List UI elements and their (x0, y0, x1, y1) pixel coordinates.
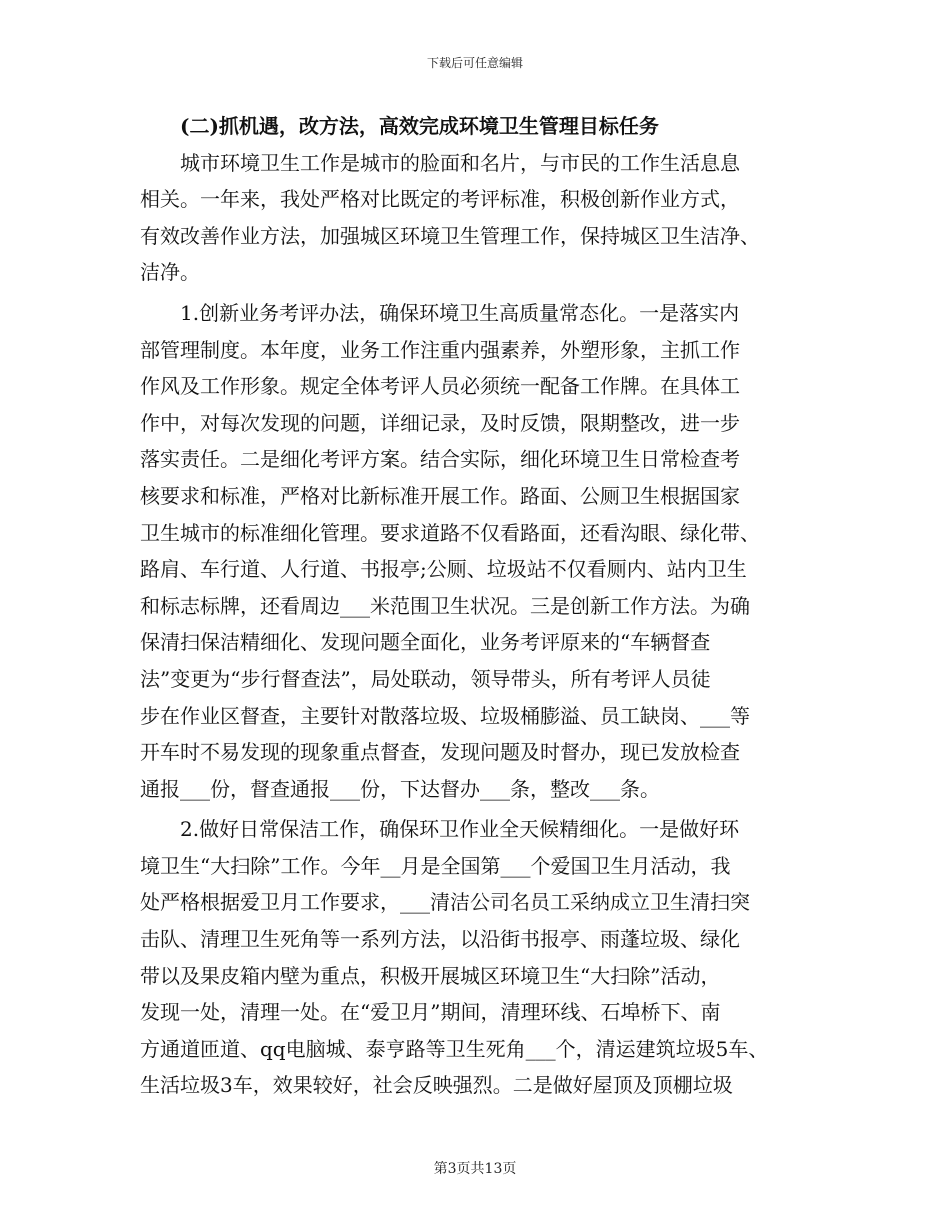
page-header-note: 下载后可任意编辑 (426, 56, 523, 70)
paragraph (140, 811, 812, 1104)
paragraph-line: 和标志标牌，还看周边___米范围卫生状况。三是创新工作方法。为确 (140, 593, 750, 618)
paragraph-line: 核要求和标准，严格对比新标准开展工作。路面、公厕卫生根据国家 (140, 483, 740, 508)
paragraph-line: 作中，对每次发现的问题，详细记录，及时反馈，限期整改，进一步 (140, 410, 740, 435)
paragraph-line: 落实责任。二是细化考评方案。结合实际，细化环境卫生日常检查考 (140, 447, 740, 472)
paragraph-line: 带以及果皮箱内壁为重点，积极开展城区环境卫生“大扫除”活动， (140, 963, 721, 988)
paragraph-line: 1.创新业务考评办法，确保环境卫生高质量常态化。一是落实内 (180, 300, 740, 325)
paragraph-line: 处严格根据爱卫月工作要求，___清洁公司名员工采纳成立卫生清扫突 (140, 890, 750, 915)
paragraph (140, 295, 812, 807)
paragraph-line: 城市环境卫生工作是城市的脸面和名片，与市民的工作生活息息 (180, 150, 740, 175)
paragraph (140, 145, 812, 291)
paragraph-line: 境卫生“大扫除”工作。今年__月是全国第___个爱国卫生月活动，我 (140, 853, 731, 878)
paragraph-line: 击队、清理卫生死角等一系列方法，以沿街书报亭、雨蓬垃圾、绿化 (140, 927, 740, 952)
paragraph-line: 路肩、车行道、人行道、书报亭;公厕、垃圾站不仅看厕内、站内卫生 (140, 557, 747, 582)
paragraph-line: 洁净。 (140, 260, 200, 285)
paragraph-line: 生活垃圾3车，效果较好，社会反映强烈。二是做好屋顶及顶棚垃圾 (140, 1073, 733, 1098)
section-heading: (二)抓机遇，改方法，高效完成环境卫生管理目标任务 (180, 114, 659, 138)
paragraph-line: 有效改善作业方法，加强城区环境卫生管理工作，保持城区卫生洁净、 (140, 223, 760, 248)
paragraph-line: 通报___份，督查通报___份，下达督办___条，整改___条。 (140, 776, 660, 801)
paragraph-line: 相关。一年来，我处严格对比既定的考评标准，积极创新作业方式， (140, 187, 740, 212)
page-footer-number: 第3页共13页 (433, 1161, 517, 1177)
paragraph-line: 作风及工作形象。规定全体考评人员必须统一配备工作牌。在具体工 (140, 374, 740, 399)
paragraph-line: 2.做好日常保洁工作，确保环卫作业全天候精细化。一是做好环 (180, 817, 740, 842)
document-body (140, 108, 812, 1104)
paragraph-line: 方通道匝道、qq电脑城、泰亨路等卫生死角___个，清运建筑垃圾5车、 (140, 1036, 769, 1061)
paragraph-line: 部管理制度。本年度，业务工作注重内强素养，外塑形象，主抓工作 (140, 337, 740, 362)
paragraph-line: 步在作业区督查，主要针对散落垃圾、垃圾桶膨溢、员工缺岗、___等 (140, 703, 750, 728)
paragraph-line: 开车时不易发现的现象重点督查，发现问题及时督办，现已发放检查 (140, 740, 740, 765)
paragraph-line: 发现一处，清理一处。在“爱卫月”期间，清理环线、石埠桥下、南 (140, 1000, 721, 1025)
paragraph-line: 保清扫保洁精细化、发现问题全面化，业务考评原来的“车辆督查 (140, 630, 711, 655)
paragraph-container (140, 145, 812, 1104)
paragraph-line: 卫生城市的标准细化管理。要求道路不仅看路面，还看沟眼、绿化带、 (140, 520, 760, 545)
paragraph-line: 法”变更为“步行督查法”，局处联动，领导带头，所有考评人员徒 (140, 666, 711, 691)
